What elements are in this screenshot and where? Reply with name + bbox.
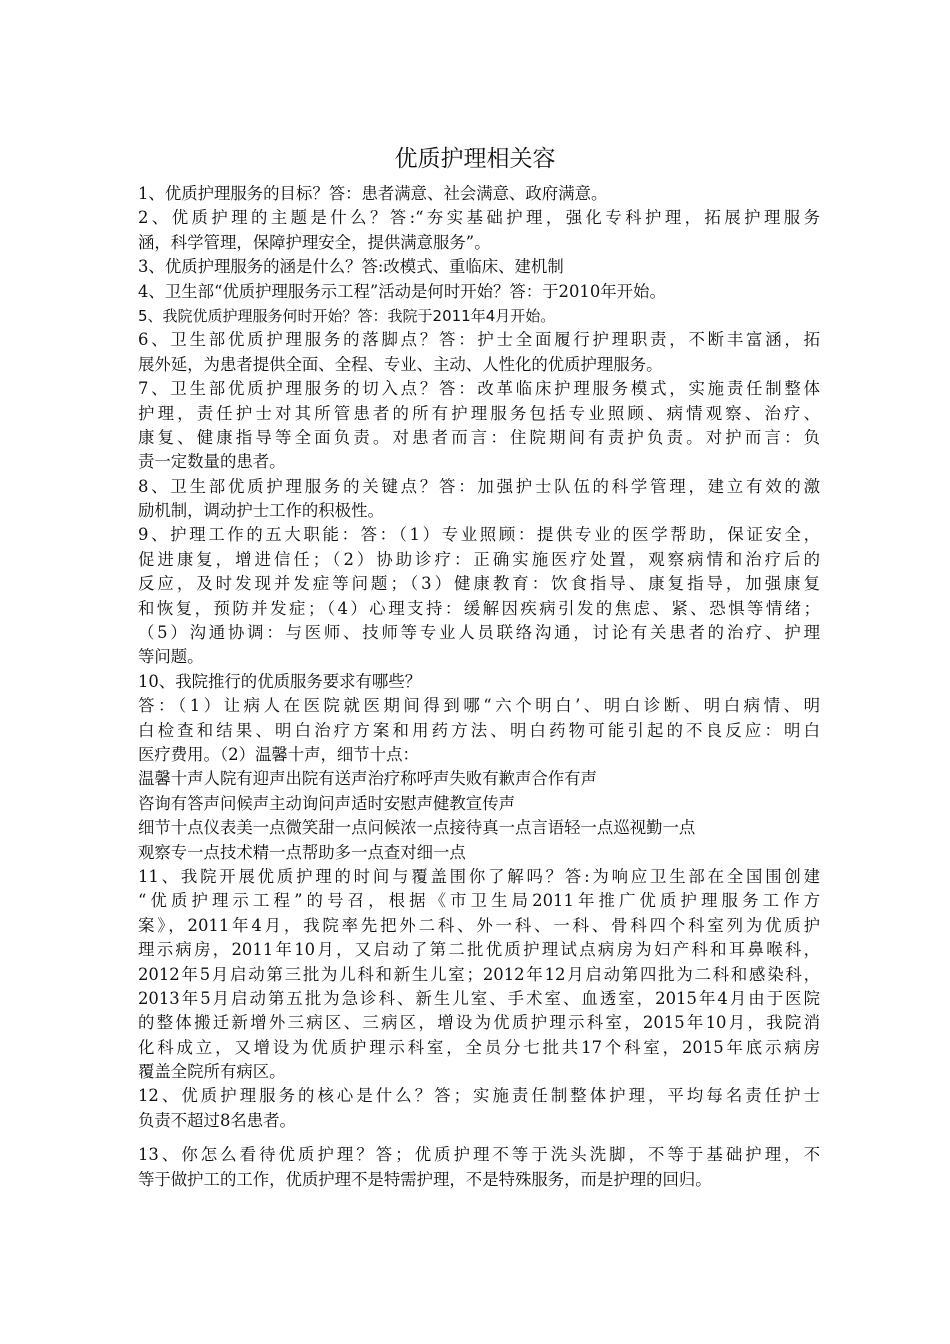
text-line: 康复、健康指导等全面负责。对患者而言：住院期间有责护负责。对护而言：负: [138, 427, 820, 447]
text-line: 化科成立，又增设为优质护理示科室，全员分七批共17个科室，2015年底示病房: [138, 1037, 820, 1057]
text-line: 4、卫生部“优质护理服务示工程”活动是何时开始？答：于2010年开始。: [138, 281, 666, 301]
text-line: 理示病房，2011年10月，又启动了第二批优质护理试点病房为妇产科和耳鼻喉科，: [138, 940, 820, 960]
text-line: 责一定数量的患者。: [138, 452, 286, 472]
text-line: 等问题。: [138, 647, 204, 667]
text-line: 13、你怎么看待优质护理？答；优质护理不等于洗头洗脚，不等于基础护理，不: [138, 1145, 820, 1165]
text-line: 9、护理工作的五大职能：答：（1）专业照顾：提供专业的医学帮助，保证安全，: [138, 525, 820, 545]
text-line: 咨询有答声问候声主动询问声适时安慰声健教宣传声: [138, 793, 515, 813]
text-line: 10、我院推行的优质服务要求有哪些？: [138, 671, 422, 691]
text-line: 7、卫生部优质护理服务的切入点？答：改革临床护理服务模式，实施责任制整体: [138, 379, 820, 399]
text-line: 覆盖全院所有病区。: [138, 1062, 286, 1082]
text-line: 1、优质护理服务的目标？答：患者满意、社会满意、政府满意。: [138, 184, 608, 203]
text-line: “优质护理示工程”的号召，根据《市卫生局2011年推广优质护理服务工作方: [138, 891, 820, 911]
document-title: 优质护理相关容: [394, 146, 556, 172]
text-line: 等于做护工的工作，优质护理不是特需护理，不是特殊服务，而是护理的回归。: [138, 1169, 712, 1189]
text-line: 3、优质护理服务的涵是什么？答:改模式、重临床、建机制: [138, 257, 564, 277]
text-line: （5）沟通协调：与医师、技师等专业人员联络沟通，讨论有关患者的治疗、护理: [138, 623, 820, 643]
text-line: 温馨十声人院有迎声出院有送声治疗称呼声失败有歉声合作有声: [138, 769, 597, 789]
text-line: 案》，2011年4月，我院率先把外二科、外一科、一科、骨科四个科室列为优质护: [138, 915, 820, 935]
text-line: 细节十点仪表美一点微笑甜一点问候浓一点接待真一点言语轻一点巡视勤一点: [138, 818, 696, 838]
text-line: 11、我院开展优质护理的时间与覆盖围你了解吗？答:为响应卫生部在全国围创建: [138, 866, 820, 886]
text-line: 和恢复，预防并发症；（4）心理支持：缓解因疾病引发的焦虑、紧、恐惧等情绪；: [138, 598, 820, 618]
text-line: 2、优质护理的主题是什么？答:“夯实基础护理，强化专科护理，拓展护理服务: [138, 208, 820, 228]
text-line: 反应，及时发现并发症等问题；（3）健康教育：饮食指导、康复指导，加强康复: [138, 574, 820, 594]
text-line: 8、卫生部优质护理服务的关键点？答：加强护士队伍的科学管理，建立有效的激: [138, 476, 820, 496]
text-line: 促进康复，增进信任；（2）协助诊疗：正确实施医疗处置，观察病情和治疗后的: [138, 549, 820, 569]
document-body: [138, 182, 820, 1192]
text-line: 涵，科学管理，保障护理安全，提供满意服务”。: [138, 232, 491, 252]
text-line: 答：（1）让病人在医院就医期间得到哪“六个明白’、明白诊断、明白病情、明: [138, 696, 820, 716]
text-line: 护理，责任护士对其所管患者的所有护理服务包括专业照顾、病情观察、治疗、: [138, 403, 820, 423]
text-line: 6、卫生部优质护理服务的落脚点？答：护士全面履行护理职责，不断丰富涵，拓: [138, 330, 820, 350]
text-line: 医疗费用。（2）温馨十声，细节十点：: [138, 744, 419, 764]
text-line: 负责不超过8名患者。: [138, 1110, 296, 1130]
text-line: 2013年5月启动第五批为急诊科、新生儿室、手术室、血透室，2015年4月由于医院: [138, 988, 820, 1008]
text-line: 12、优质护理服务的核心是什么？答；实施责任制整体护理，平均每名责任护士: [138, 1086, 820, 1106]
text-line: 励机制，调动护士工作的积极性。: [138, 501, 384, 521]
text-line: 5、我院优质护理服务何时开始？答：我院于2011年4月开始。: [138, 306, 556, 325]
text-line: 2012年5月启动第三批为儿科和新生儿室；2012年12月启动第四批为二科和感染科，: [138, 964, 820, 984]
paragraph-gap: [138, 1133, 820, 1143]
text-line: 的整体搬迁新增外三病区、三病区，增设为优质护理示科室，2015年10月，我院消: [138, 1013, 820, 1033]
text-line: 白检查和结果、明白治疗方案和用药方法、明白药物可能引起的不良反应：明白: [138, 720, 820, 740]
text-line: 观察专一点技术精一点帮助多一点查对细一点: [138, 842, 466, 862]
text-line: 展外延，为患者提供全面、全程、专业、主动、人性化的优质护理服务。: [138, 354, 663, 374]
